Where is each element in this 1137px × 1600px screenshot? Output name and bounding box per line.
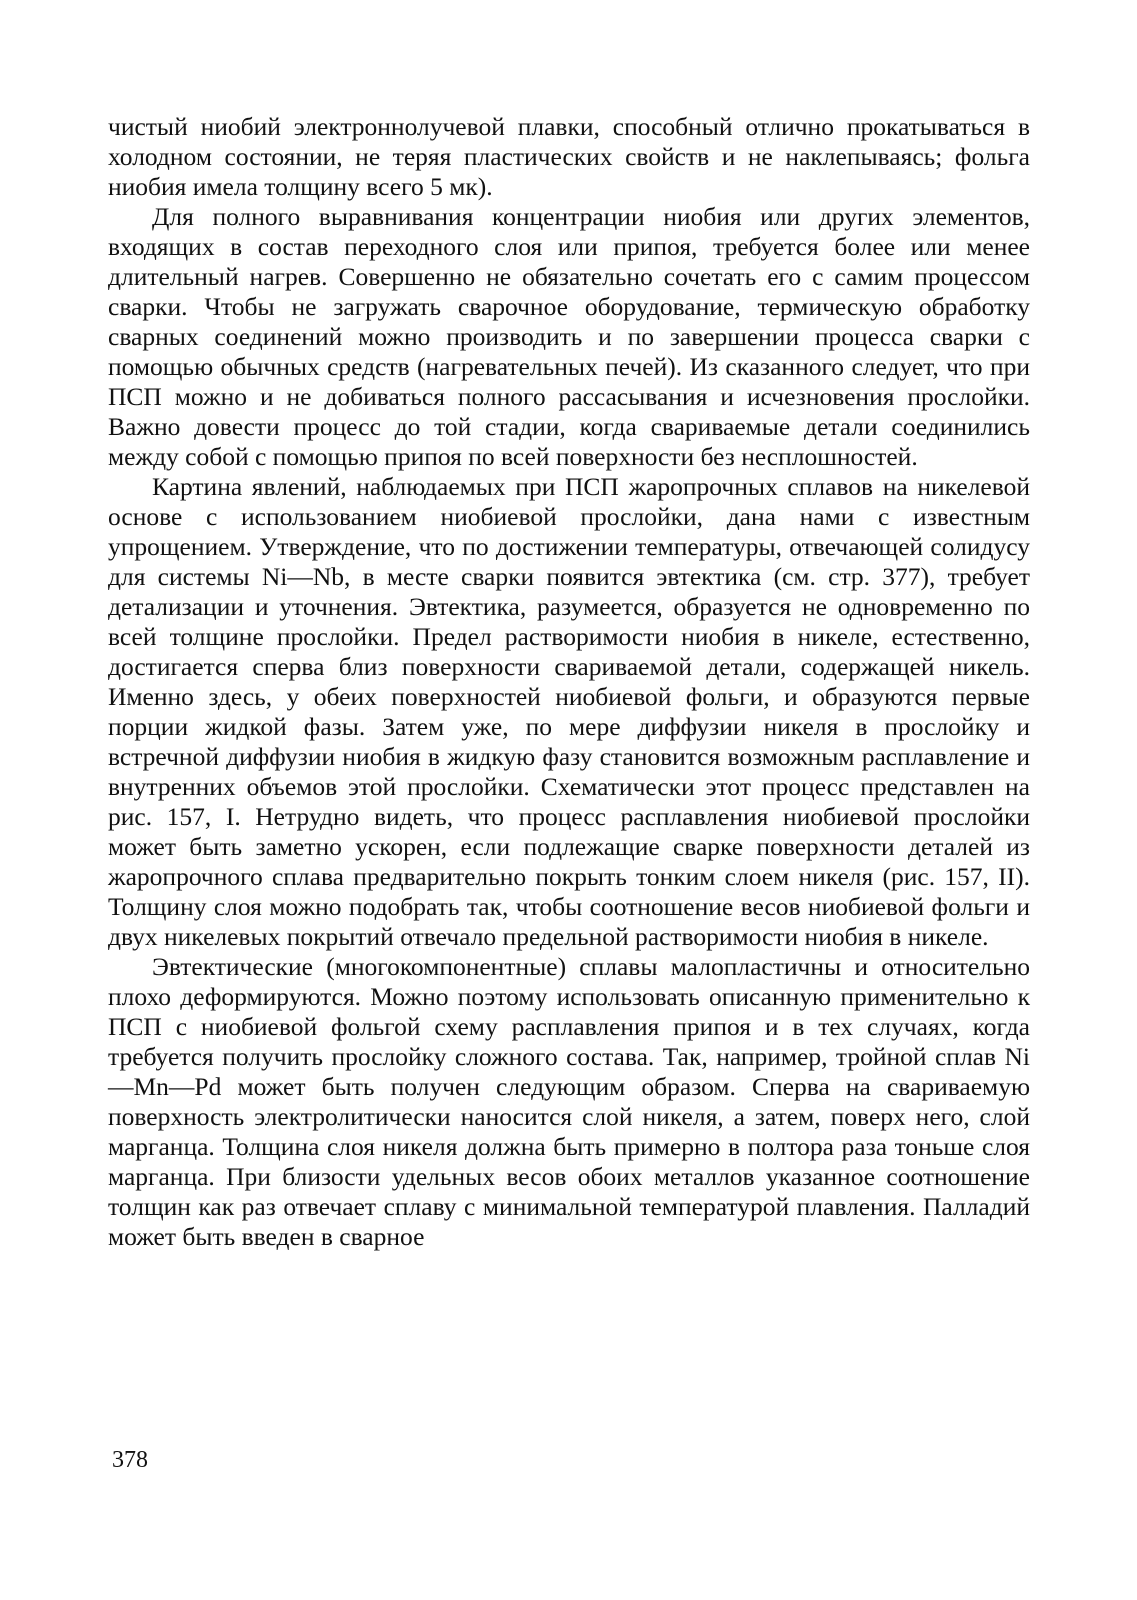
paragraph-4: Эвтектические (многокомпонентные) сплавы малопластичны и относительно плохо деформируются. Можно поэтому использовать описанную применительно к ПСП с ниобиевой фольгой схему расплавления припоя и в тех случаях, когда требуется получить прослойку сложного состава. Так, например, тройной сплав Ni—Mn—Pd может быть получен следующим образом. Сперва на свариваемую поверхность электролитически наносится слой никеля, а затем, поверх него, слой марганца. Толщина слоя никеля должна быть примерно в полтора раза тоньше слоя марганца. При близости удельных весов обоих металлов указанное соотношение толщин как раз отвечает сплаву с минимальной температурой плавления. Палладий может быть введен в сварное bbox=[108, 952, 1030, 1251]
paragraph-3: Картина явлений, наблюдаемых при ПСП жаропрочных сплавов на никелевой основе с использованием ниобиевой прослойки, дана нами с известным упрощением. Утверждение, что по достижении температуры, отвечающей солидусу для системы Ni—Nb, в месте сварки появится эвтектика (см. стр. 377), требует детализации и уточнения. Эвтектика, разумеется, образуется не одновременно по всей толщине прослойки. Предел растворимости ниобия в никеле, естественно, достигается сперва близ поверхности свариваемой детали, содержащей никель. Именно здесь, у обеих поверхностей ниобиевой фольги, и образуются первые порции жидкой фазы. Затем уже, по мере диффузии никеля в прослойку и встречной диффузии ниобия в жидкую фазу становится возможным расплавление и внутренних объемов этой прослойки. Схематически этот процесс представлен на рис. 157, I. Нетрудно видеть, что процесс расплавления ниобиевой прослойки может быть заметно ускорен, если подлежащие сварке поверхности деталей из жаропрочного сплава предварительно покрыть тонким слоем никеля (рис. 157, II). Толщину слоя можно подобрать так, чтобы соотношение весов ниобиевой фольги и двух никелевых покрытий отвечало предельной растворимости ниобия в никеле. bbox=[108, 472, 1030, 951]
page-body bbox=[108, 112, 1030, 1252]
paragraph-1: чистый ниобий электроннолучевой плавки, способный отлично прокатываться в холодном состоянии, не теряя пластических свойств и не наклепываясь; фольга ниобия имела толщину всего 5 мк). bbox=[108, 112, 1030, 201]
page-number: 378 bbox=[112, 1447, 148, 1473]
paragraph-2: Для полного выравнивания концентрации ниобия или других элементов, входящих в состав переходного слоя или припоя, требуется более или менее длительный нагрев. Совершенно не обязательно сочетать его с самим процессом сварки. Чтобы не загружать сварочное оборудование, термическую обработку сварных соединений можно производить и по завершении процесса сварки с помощью обычных средств (нагревательных печей). Из сказанного следует, что при ПСП можно и не добиваться полного рассасывания и исчезновения прослойки. Важно довести процесс до той стадии, когда свариваемые детали соединились между собой с помощью припоя по всей поверхности без несплошностей. bbox=[108, 202, 1030, 471]
